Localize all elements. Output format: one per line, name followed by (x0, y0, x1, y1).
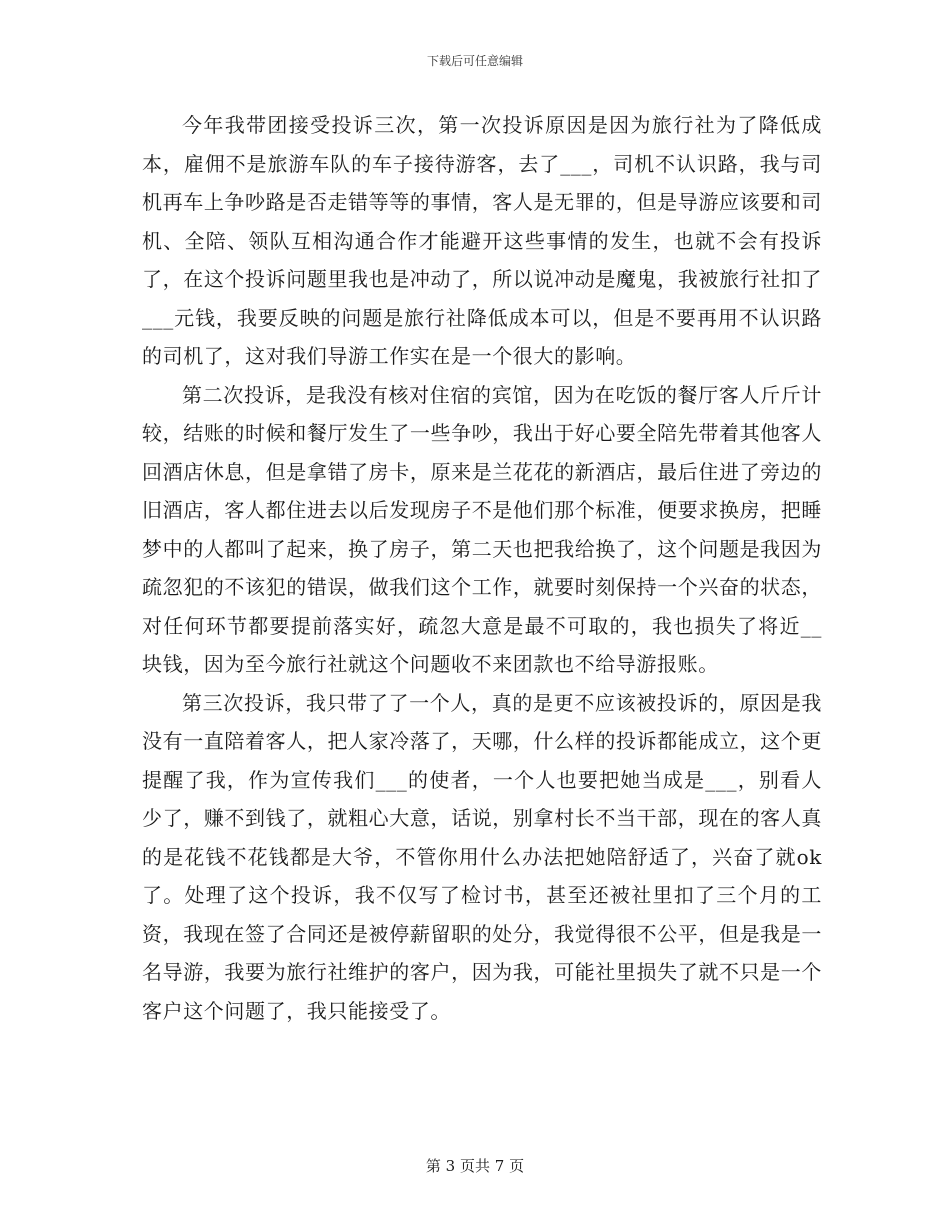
page-number: 第 3 页共 7 页 (425, 1157, 525, 1175)
paragraph-first-complaint: 今年我带团接受投诉三次，第一次投诉原因是因为旅行社为了降低成本，雇佣不是旅游车队的车子接待游客，去了___，司机不认识路，我与司机再车上争吵路是否走错等等的事情，客人是无罪的，但是导游应该要和司机、全陪、领队互相沟通合作才能避开这些事情的发生，也就不会有投诉了，在这个投诉问题里我也是冲动了，所以说冲动是魔鬼，我被旅行社扣了___元钱，我要反映的问题是旅行社降低成本可以，但是不要再用不认识路的司机了，这对我们导游工作实在是一个很大的影响。 (142, 113, 822, 368)
document-body (142, 106, 822, 1030)
page-header-note: 下载后可任意编辑 (426, 54, 523, 68)
paragraph-third-complaint: 第三次投诉，我只带了了一个人，真的是更不应该被投诉的，原因是我没有一直陪着客人，把人家冷落了，天哪，什么样的投诉都能成立，这个更提醒了我，作为宣传我们___的使者，一个人也要把她当成是___，别看人少了，赚不到钱了，就粗心大意，话说，别拿村长不当干部，现在的客人真的是花钱不花钱都是大爷，不管你用什么办法把她陪舒适了，兴奋了就ok了。处理了这个投诉，我不仅写了检讨书，甚至还被社里扣了三个月的工资，我现在签了合同还是被停薪留职的处分，我觉得很不公平，但是我是一名导游，我要为旅行社维护的客户，因为我，可能社里损失了就不只是一个客户这个问题了，我只能接受了。 (142, 690, 822, 1023)
paragraph-second-complaint: 第二次投诉，是我没有核对住宿的宾馆，因为在吃饭的餐厅客人斤斤计较，结账的时候和餐厅发生了一些争吵，我出于好心要全陪先带着其他客人回酒店休息，但是拿错了房卡，原来是兰花花的新酒店，最后住进了旁边的旧酒店，客人都住进去以后发现房子不是他们那个标准，便要求换房，把睡梦中的人都叫了起来，换了房子，第二天也把我给换了，这个问题是我因为疏忽犯的不该犯的错误，做我们这个工作，就要时刻保持一个兴奋的状态，对任何环节都要提前落实好，疏忽大意是最不可取的，我也损失了将近__块钱，因为至今旅行社就这个问题收不来团款也不给导游报账。 (142, 382, 822, 676)
